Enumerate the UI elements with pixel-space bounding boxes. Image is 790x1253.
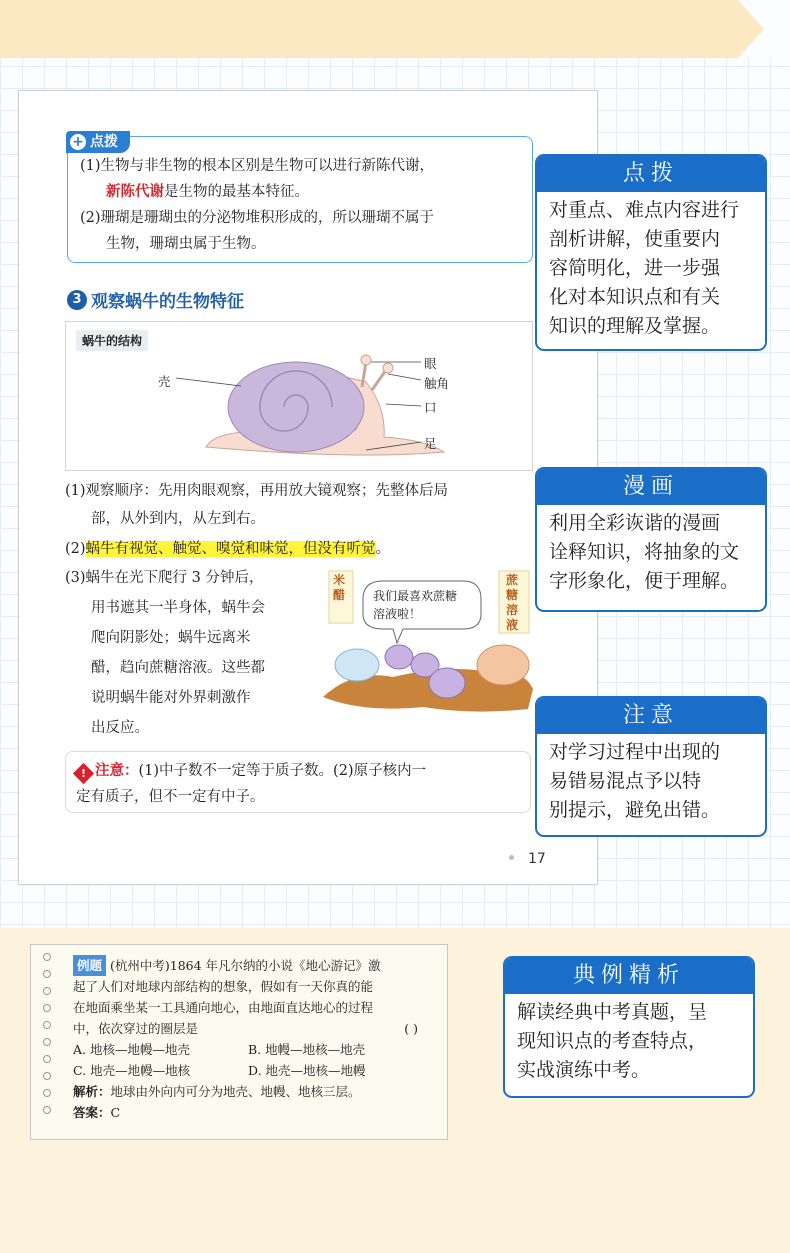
example-card: 例题 (杭州中考)1864 年凡尔纳的小说《地心游记》激 起了人们对地球内部结构的想象，假如有一天你真的能 在地面乘坐某一工具通向地心，由地面直达地心的过程 中，依次穿过的圈层是 ( ) A. 地核—地幔—地壳 B. 地幔—地核—地壳 C. 地壳—地幔—地核 D. 地壳—地核—地幔 解析：地球由外向内可分为地壳、地幔、地核三层。 答案：C	[30, 944, 448, 1140]
option-a: A. 地核—地幔—地壳	[73, 1042, 190, 1057]
page-number: 17	[509, 851, 546, 867]
plus-icon: +	[70, 134, 86, 150]
top-banner	[0, 0, 790, 58]
callout-body: 利用全彩诙谐的漫画 诠释知识，将抽象的文 字形象化，便于理解。	[549, 512, 740, 592]
banner-arrow	[738, 0, 764, 58]
label-eye: 眼	[424, 356, 437, 371]
callout-body: 解读经典中考真题，呈 现知识点的考查特点， 实战演练中考。	[517, 1001, 708, 1081]
tip-line: 生物，珊瑚虫属于生物。	[106, 236, 266, 252]
tip-tab	[66, 131, 130, 153]
label-tentacle: 触角	[424, 376, 450, 391]
callout-tip	[535, 154, 767, 351]
observation-1-line2: 部，从外到内，从左到右。	[91, 511, 265, 527]
observation-3: (3)蜗牛在光下爬行 3 分钟后， 用书遮其一半身体，蜗牛会 爬向阴影处；蜗牛远离米 醋，趋向蔗糖溶液。这些都 说明蜗牛能对外界刺激作 出反应。	[65, 570, 265, 736]
observation-1-line1: (1)观察顺序：先用肉眼观察，再用放大镜观察；先整体后局	[65, 483, 449, 499]
callout-title: 注意	[537, 698, 765, 734]
callout-body: 对重点、难点内容进行 剖析讲解，使重要内 容简明化，进一步强 化对本知识点和有关 知识的理解及掌握。	[549, 199, 740, 337]
answer: 答案：C	[73, 1105, 121, 1120]
binder-rings	[43, 953, 51, 1114]
answer-blank: ( )	[404, 1021, 418, 1036]
section-title	[67, 287, 244, 312]
page-dot	[509, 855, 514, 860]
observation-2: (2)蜗牛有视觉、触觉、嗅觉和味觉，但没有听觉。	[65, 541, 391, 557]
tip-tab-label: 点拨	[90, 134, 118, 150]
tip-line: (1)生物与非生物的根本区别是生物可以进行新陈代谢，	[80, 158, 435, 174]
snail-figure	[65, 321, 533, 471]
callout-title: 典例精析	[505, 958, 753, 994]
red-keyword: 新陈代谢	[106, 184, 164, 200]
analysis: 解析：地球由外向内可分为地壳、地幔、地核三层。	[73, 1084, 361, 1099]
options	[73, 1039, 433, 1081]
label-shell: 壳	[158, 374, 171, 389]
book-page	[18, 90, 598, 885]
section-number: 3	[67, 290, 87, 310]
highlighted-text: 蜗牛有视觉、触觉、嗅觉和味觉，但没有听觉	[85, 541, 376, 557]
option-b: B. 地幔—地核—地壳	[248, 1042, 366, 1057]
tip-line: 新陈代谢是生物的最基本特征。	[106, 184, 309, 200]
label-mouth: 口	[424, 400, 437, 415]
callout-body: 对学习过程中出现的 易错易混点予以特 别提示，避免出错。	[549, 741, 721, 821]
speech-bubble: 我们最喜欢蔗糖 溶液啦！	[373, 589, 458, 621]
callout-comic	[535, 467, 767, 612]
snail-illustration	[66, 322, 534, 472]
sugar-label: 蔗糖溶液	[506, 573, 519, 632]
note-label: 注意：	[95, 763, 139, 779]
label-foot: 足	[424, 436, 437, 451]
callout-title: 点拨	[537, 156, 765, 192]
tip-line: (2)珊瑚是珊瑚虫的分泌物堆积形成的，所以珊瑚不属于	[80, 210, 435, 226]
vinegar-label: 米醋	[333, 573, 346, 602]
section-title-text: 观察蜗牛的生物特征	[91, 292, 244, 312]
callout-title: 漫画	[537, 469, 765, 505]
option-c: C. 地壳—地幔—地核	[73, 1063, 191, 1078]
callout-note	[535, 696, 767, 837]
callout-example	[503, 956, 755, 1098]
example-tag: 例题	[73, 955, 106, 976]
warning-icon: !	[73, 763, 94, 784]
figure-label: 蜗牛的结构	[76, 330, 148, 351]
snail-cartoon	[323, 569, 535, 719]
note-box: ! 注意：(1)中子数不一定等于质子数。(2)原子核内一 定有质子，但不一定有中子。	[65, 751, 531, 813]
option-d: D. 地壳—地核—地幔	[248, 1063, 366, 1078]
tip-box	[67, 136, 533, 263]
